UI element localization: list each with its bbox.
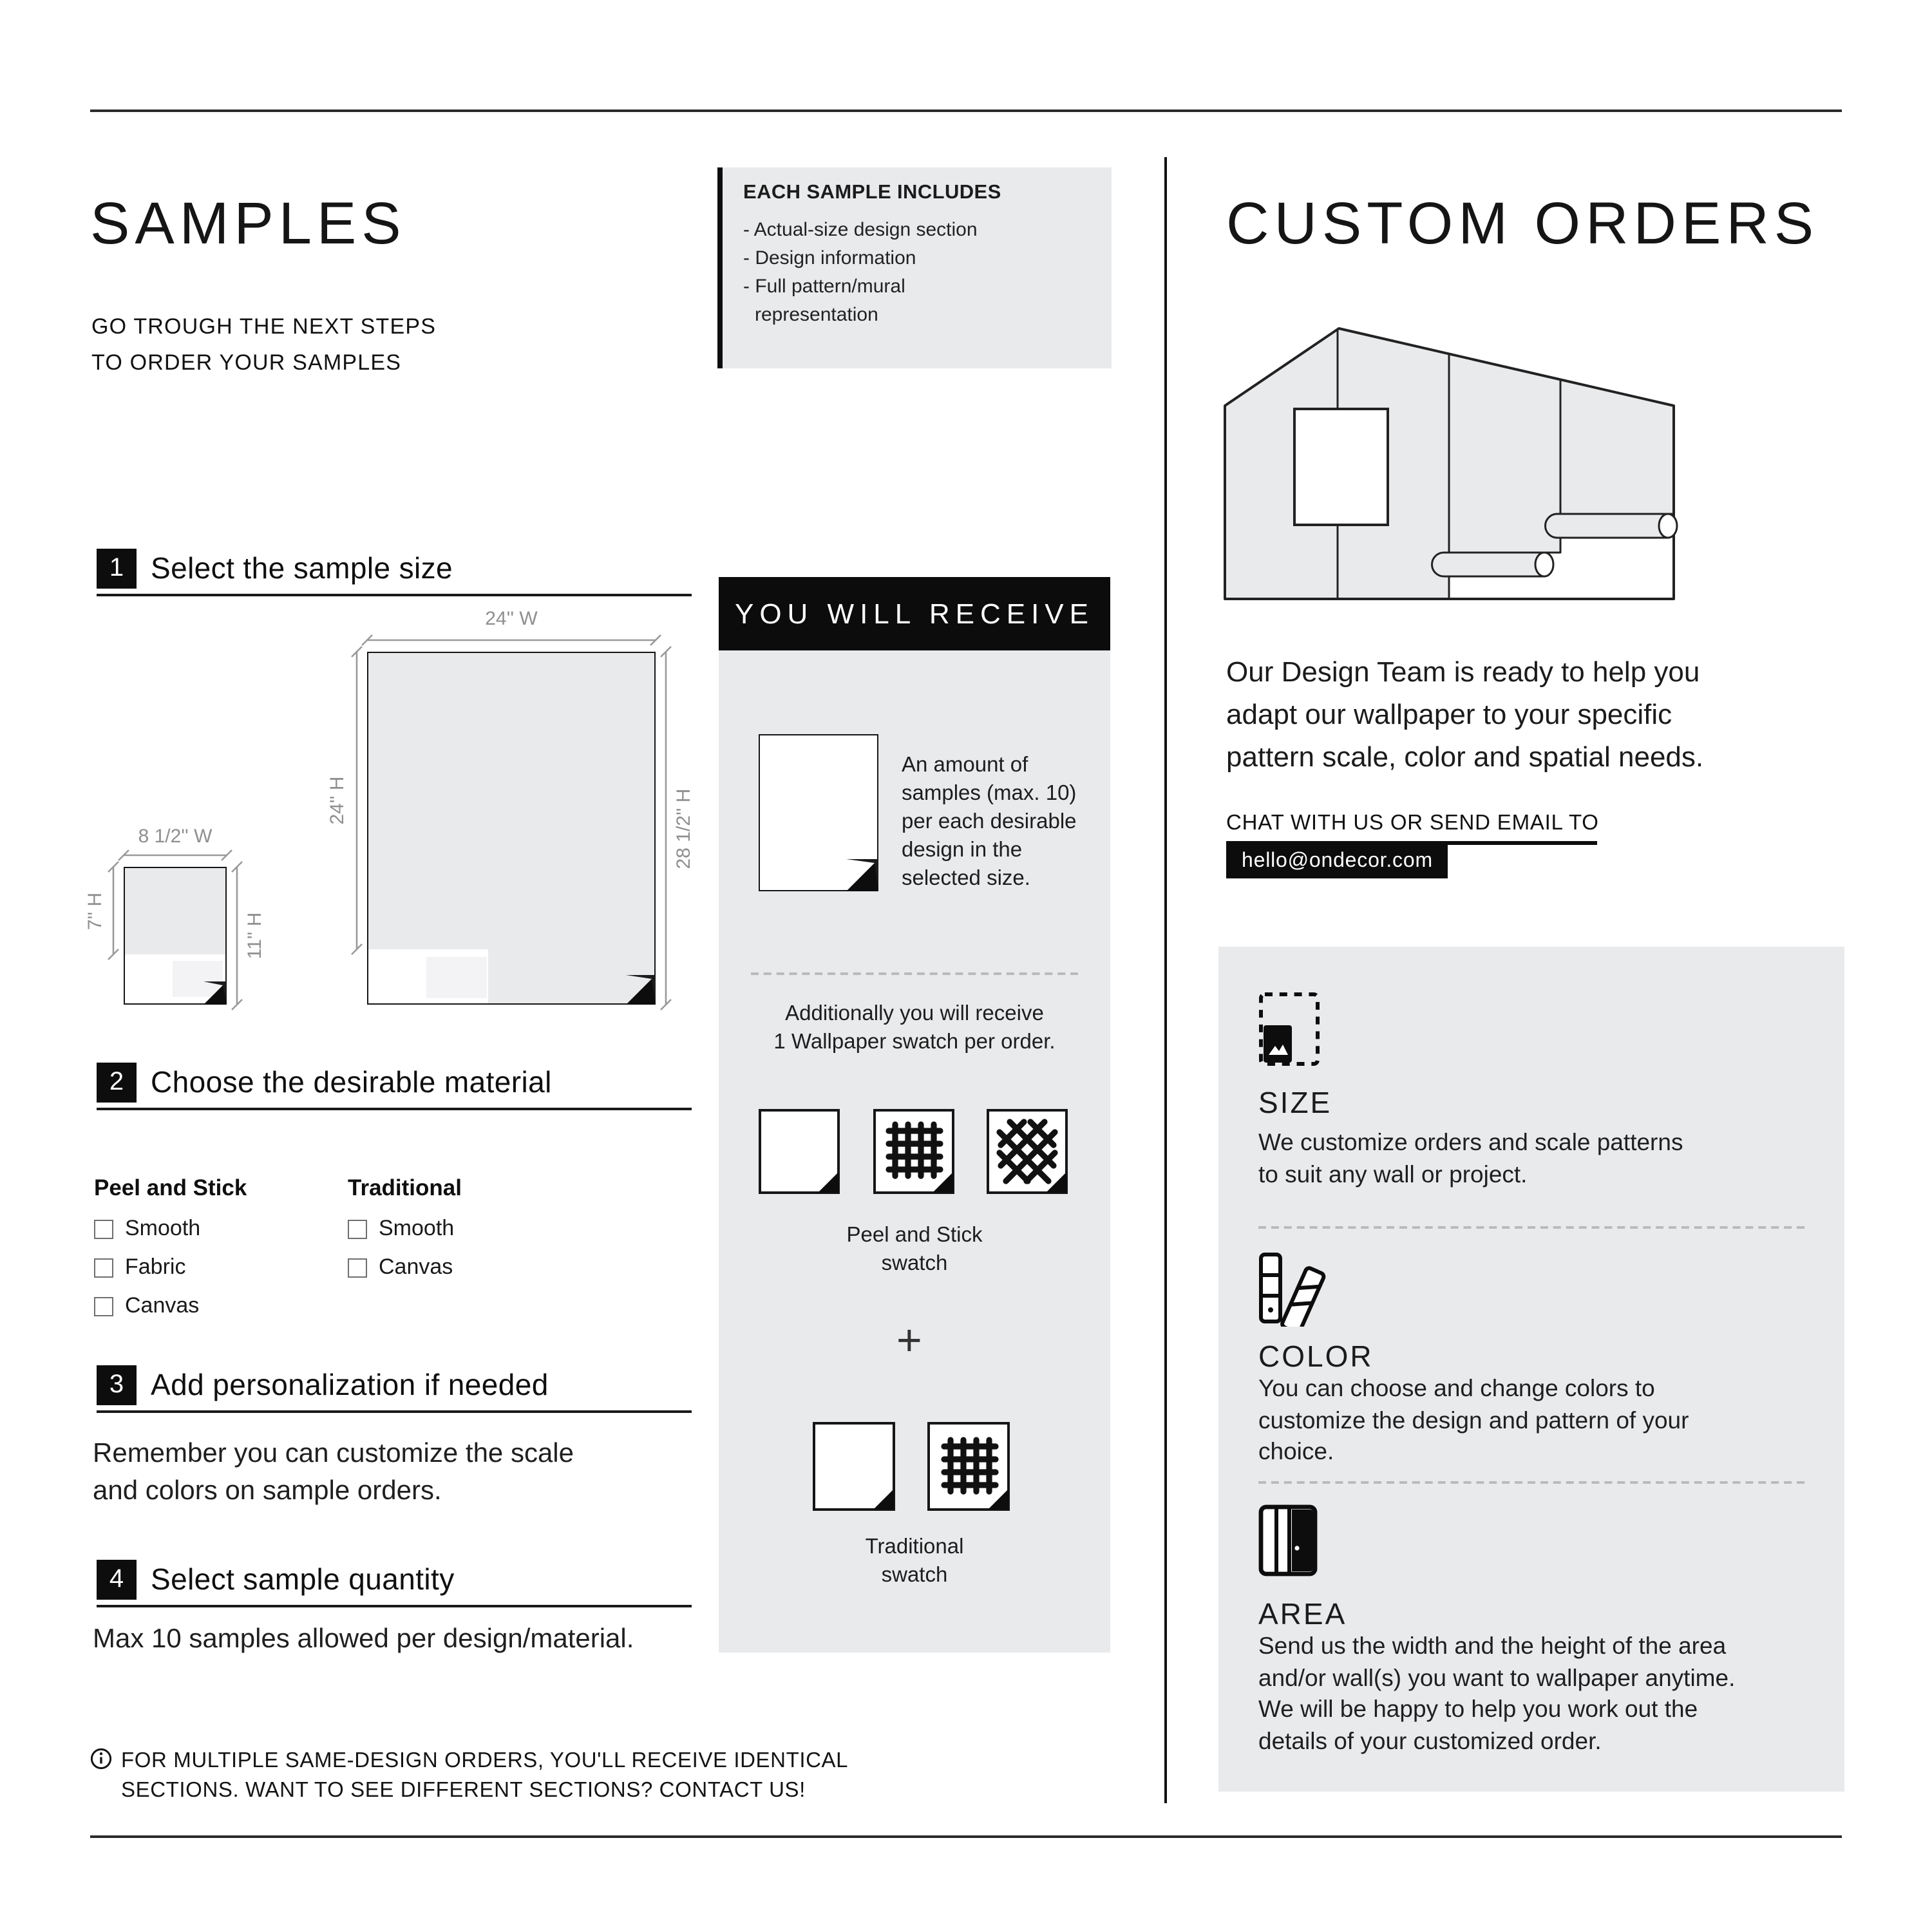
step-1-badge: 1 — [97, 549, 137, 589]
samples-subtitle: GO TROUGH THE NEXT STEPS TO ORDER YOUR SAMPLES — [91, 314, 437, 375]
large-height-left-label: 24'' H — [327, 776, 348, 825]
includes-item: representation — [755, 304, 878, 326]
receive-divider — [751, 972, 1078, 975]
amount-text: An amount of samples (max. 10) per each desirable design in the selected size. — [902, 753, 1077, 890]
small-height-left-label: 7'' H — [84, 892, 106, 931]
step-3-title: Add personalization if needed — [151, 1368, 549, 1401]
step-2-title: Choose the desirable material — [151, 1065, 552, 1099]
peel-swatch-label: Peel and Stick swatch — [846, 1224, 983, 1275]
same-design-note: FOR MULTIPLE SAME-DESIGN ORDERS, YOU'LL RECEIVE IDENTICAL SECTIONS. WANT TO SEE DIFFERENT SECTIONS? CONTACT US! — [121, 1749, 849, 1802]
large-sample-inner-swatch — [426, 957, 487, 998]
large-sample-diagram — [367, 652, 656, 1005]
area-body: Send us the width and the height of the area and/or wall(s) you want to wallpaper anytime. We will be happy to help you work out the details of your customized order. — [1258, 1632, 1736, 1754]
checkbox-icon[interactable] — [94, 1296, 113, 1316]
area-heading: AREA — [1258, 1597, 1347, 1631]
peel-and-stick-heading: Peel and Stick — [94, 1175, 247, 1200]
small-height-right-label: 11'' H — [244, 912, 266, 960]
includes-item: - Full pattern/mural — [743, 276, 905, 298]
swatch-canvas-crosshatch-icon — [987, 1109, 1068, 1194]
color-body: You can choose and change colors to customize the design and pattern of your choice. — [1258, 1374, 1689, 1464]
swatch-fabric-grid-icon — [873, 1109, 954, 1194]
plus-icon: + — [896, 1316, 922, 1365]
small-width-label: 8 1/2'' W — [138, 826, 213, 848]
sample-sheet-icon — [759, 734, 878, 891]
traditional-swatch-label: Traditional swatch — [865, 1535, 964, 1587]
step-3-badge: 3 — [97, 1365, 137, 1405]
column-divider — [1164, 157, 1166, 1803]
color-heading: COLOR — [1258, 1340, 1374, 1373]
chat-label: CHAT WITH US OR SEND EMAIL TO — [1226, 811, 1599, 835]
step-3-note: Remember you can customize the scale and colors on sample orders. — [93, 1439, 574, 1506]
wallpaper-house-illustration — [1218, 319, 1682, 616]
corner-fold-icon — [846, 859, 878, 891]
includes-title: EACH SAMPLE INCLUDES — [743, 182, 1001, 204]
design-team-paragraph: Our Design Team is ready to help you adapt our wallpaper to your specific pattern scale, color and spatial needs. — [1226, 656, 1704, 773]
size-icon — [1258, 992, 1320, 1066]
size-body: We customize orders and scale patterns to suit any wall or project. — [1258, 1128, 1683, 1187]
step-4-note: Max 10 samples allowed per design/material. — [93, 1624, 634, 1654]
option-traditional-smooth[interactable]: Smooth — [348, 1216, 454, 1242]
samples-title: SAMPLES — [90, 189, 406, 256]
panel-divider — [1258, 1481, 1804, 1484]
corner-fold-icon — [204, 981, 227, 1005]
info-icon — [90, 1748, 112, 1770]
step-1-title: Select the sample size — [151, 551, 453, 585]
color-icon — [1256, 1249, 1328, 1327]
option-peel-canvas[interactable]: Canvas — [94, 1293, 199, 1319]
small-sample-diagram — [124, 867, 227, 1005]
corner-fold-icon — [626, 975, 656, 1005]
step-4-badge: 4 — [97, 1560, 137, 1600]
each-sample-includes-box — [717, 167, 1112, 368]
checkbox-icon[interactable] — [348, 1258, 367, 1277]
step-2-underline — [97, 1108, 692, 1110]
includes-item: - Design information — [743, 247, 916, 269]
size-heading: SIZE — [1258, 1086, 1332, 1119]
you-will-receive-header: YOU WILL RECEIVE — [719, 577, 1110, 650]
option-traditional-canvas[interactable]: Canvas — [348, 1255, 453, 1280]
custom-orders-title: CUSTOM ORDERS — [1226, 189, 1819, 256]
area-icon — [1258, 1504, 1318, 1577]
swatch-smooth-icon — [813, 1422, 895, 1511]
checkbox-icon[interactable] — [94, 1219, 113, 1238]
step-3-underline — [97, 1410, 692, 1413]
step-4-title: Select sample quantity — [151, 1562, 455, 1596]
checkbox-icon[interactable] — [348, 1219, 367, 1238]
top-rule — [90, 109, 1842, 111]
option-peel-smooth[interactable]: Smooth — [94, 1216, 200, 1242]
swatch-canvas-grid-icon — [927, 1422, 1010, 1511]
swatch-smooth-icon — [759, 1109, 840, 1194]
large-width-label: 24'' W — [485, 608, 538, 630]
panel-divider — [1258, 1226, 1804, 1229]
bottom-rule — [90, 1835, 1842, 1837]
traditional-heading: Traditional — [348, 1175, 462, 1200]
additional-text: Additionally you will receive 1 Wallpaper swatch per order. — [773, 1002, 1056, 1054]
step-4-underline — [97, 1605, 692, 1607]
checkbox-icon[interactable] — [94, 1258, 113, 1277]
email-address[interactable]: hello@ondecor.com — [1226, 845, 1448, 878]
step-2-badge: 2 — [97, 1063, 137, 1103]
includes-item: - Actual-size design section — [743, 219, 978, 241]
step-1-underline — [97, 594, 692, 596]
large-height-right-label: 28 1/2'' H — [673, 788, 695, 869]
option-peel-fabric[interactable]: Fabric — [94, 1255, 185, 1280]
